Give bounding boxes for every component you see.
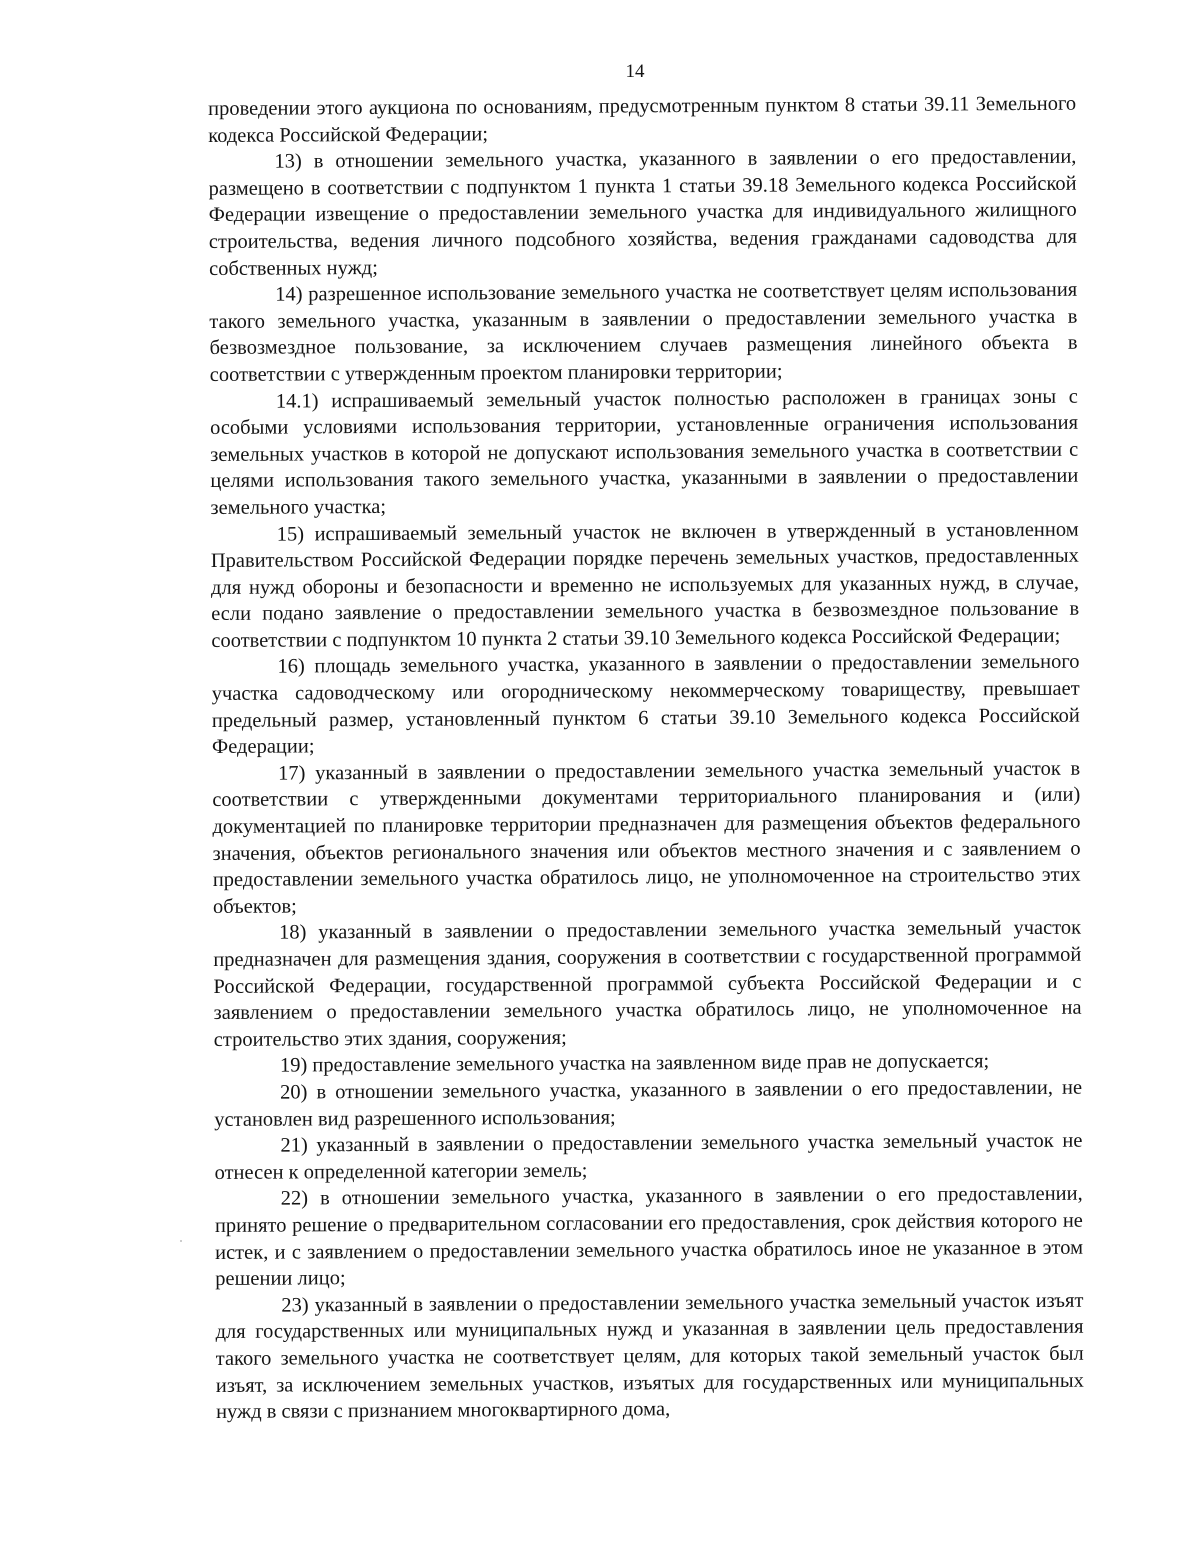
paragraph-item-16: 16) площадь земельного участка, указанного в заявлении о предоставлении земельного участка садоводческому или огородническому некоммерческому товариществу, превышает предельный размер, установленный пунктом 6 статьи 39.10 Земельного кодекса Российской Федерации; xyxy=(211,651,1080,759)
paragraph-item-13: 13) в отношении земельного участка, указанного в заявлении о его предоставлении, размещено в соответствии с подпунктом 1 пункта 1 статьи 39.18 Земельного кодекса Российской Федерации извещение о предоставлении земельного участка для индивидуального жилищного строительства, ведения личного подсобного хозяйства, ведения гражданами садоводства для собственных нужд; xyxy=(208,145,1077,280)
paragraph-item-22: 22) в отношении земельного участка, указанного в заявлении о его предоставлении, принято решение о предварительном согласовании его предоставления, срок действия которого не истек, и с заявлением о предоставлении земельного участка обратилось иное не указанное в этом решении лицо; xyxy=(214,1183,1084,1291)
page-number: 14 xyxy=(625,61,645,82)
paragraph-item-17: 17) указанный в заявлении о предоставлении земельного участка земельный участок в соответствии с утвержденными документами территориального планирования и (или) документацией по планировке территории предназначен для размещения объектов федерального значения, объектов регионального значения или объектов местного значения и с заявлением о предоставлении земельного участка обратилось лицо, не уполномоченное на строительство этих объектов; xyxy=(212,757,1081,918)
paragraph-item-19: 19) предоставление земельного участка на заявленном виде прав не допускается; xyxy=(279,1050,990,1077)
paragraph-item-14: 14) разрешенное использование земельного участка не соответствует целям использования такого земельного участка, указанным в заявлении о предоставлении земельного участка в безвозмездное пользование, за исключением случаев размещения линейного объекта в соответствии с утвержденным проектом планировки территории; xyxy=(209,278,1078,386)
paragraph-item-18: 18) указанный в заявлении о предоставлении земельного участка земельный участок предназначен для размещения здания, сооружения в соответствии с государственной программой Российской Федерации, государственной программой субъекта Российской Федерации и с заявлением о предоставлении земельного участка обратилось лицо, не уполномоченное на строительство этих здания, сооружения; xyxy=(213,917,1082,1051)
paragraph-continuation: проведении этого аукциона по основаниям, предусмотренным пунктом 8 статьи 39.11 Земельного кодекса Российской Федерации; xyxy=(208,92,1077,147)
paragraph-item-21: 21) указанный в заявлении о предоставлении земельного участка земельный участок не отнесен к определенной категории земель; xyxy=(214,1129,1083,1184)
scan-artifact xyxy=(180,1240,182,1242)
paragraph-item-14-1: 14.1) испрашиваемый земельный участок полностью расположен в границах зоны с особыми условиями использования территории, установленные ограничения использования земельных участков в которой не допускают использования земельного участка в соответствии с целями использования такого земельного участка, указанными в заявлении о предоставлении земельного участка; xyxy=(209,385,1079,519)
paragraph-item-20: 20) в отношении земельного участка, указанного в заявлении о его предоставлении, не установлен вид разрешенного использования; xyxy=(214,1076,1083,1131)
document-body xyxy=(208,91,1084,1426)
paragraph-item-23: 23) указанный в заявлении о предоставлении земельного участка земельный участок изъят для государственных или муниципальных нужд и указанная в заявлении цель предоставления такого земельного участка не соответствует целям, для которых такой земельный участок был изъят, за исключением земельных участков, изъятых для государственных или муниципальных нужд в связи с признанием многоквартирного дома, xyxy=(215,1289,1084,1424)
paragraph-item-15: 15) испрашиваемый земельный участок не включен в утвержденный в установленном Правительством Российской Федерации порядке перечень земельных участков, предоставленных для нужд обороны и безопасности и временно не используемых для указанных нужд, в случае, если подано заявление о предоставлении земельного участка в безвозмездное пользование в соответствии с подпунктом 10 пункта 2 статьи 39.10 Земельного кодекса Российской Федерации; xyxy=(210,518,1080,652)
